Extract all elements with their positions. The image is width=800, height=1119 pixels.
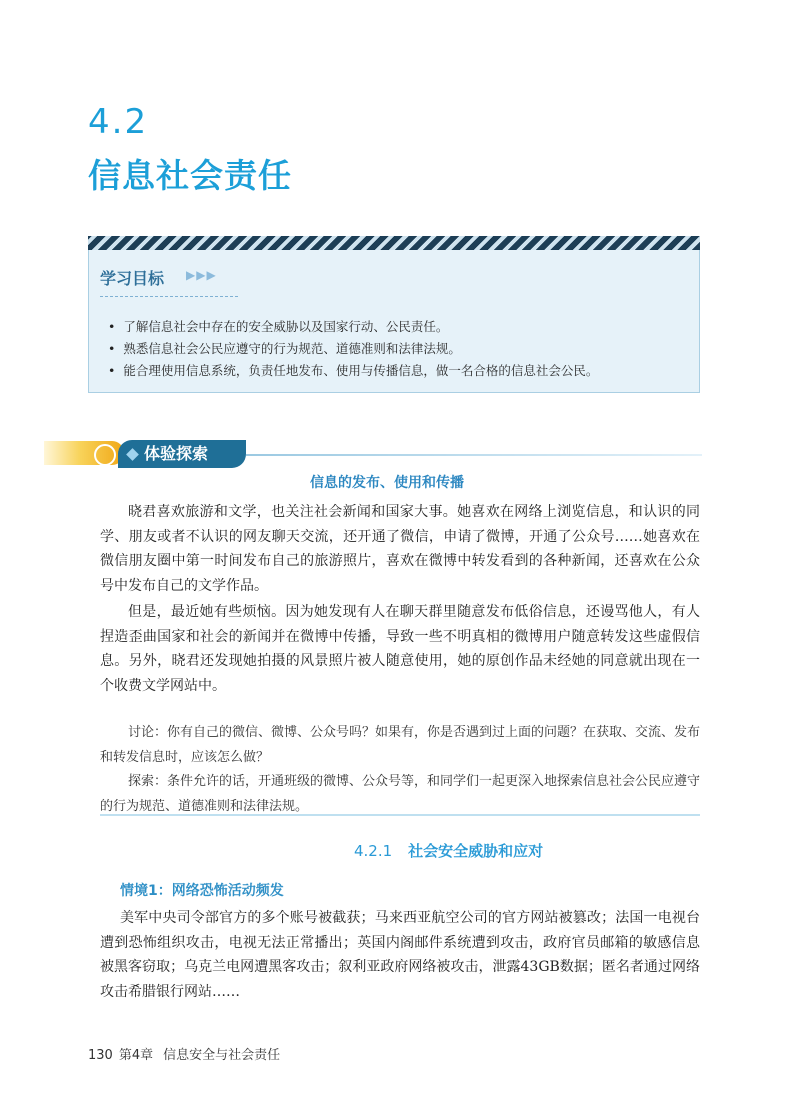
objectives-heading: 学习目标 [100,269,165,288]
objectives-divider [100,296,238,297]
objectives-list [108,316,598,382]
scene-title: 情境1：网络恐怖活动频发 [120,883,284,899]
explore-label: 体验探索 [118,440,246,468]
bulb-icon [44,441,124,465]
objective-item: • 熟悉信息社会公民应遵守的行为规范、道德准则和法律法规。 [108,338,598,360]
objective-item: • 能合理使用信息系统，负责任地发布、使用与传播信息，做一名合格的信息社会公民。 [108,360,598,382]
section-title: 信息社会责任 [88,156,292,195]
objective-item: • 了解信息社会中存在的安全威胁以及国家行动、公民责任。 [108,316,598,338]
page-number: 130 [88,1048,113,1063]
scene-paragraph: 美军中央司令部官方的多个账号被截获；马来西亚航空公司的官方网站被篡改；法国一电视台遭到恐怖组织攻击，电视无法正常播出；英国内阁邮件系统遭到攻击，政府官员邮箱的敏感信息被黑客窃取；乌克兰电网遭黑客攻击；叙利亚政府网络被攻击，泄露43GB数据；匿名者通过网络攻击希腊银行网站…… [100,910,700,1000]
subsection-number: 4.2.1 [354,842,393,860]
exploration-paragraph: 探索：条件允许的话，开通班级的微博、公众号等，和同学们一起更深入地探索信息社会公民应遵守的行为规范、道德准则和法律法规。 [100,774,701,814]
explore-rule [246,454,702,456]
subsection-heading [354,840,543,861]
section-divider [100,814,700,816]
explore-paragraph: 晓君喜欢旅游和文学，也关注社会新闻和国家大事。她喜欢在网络上浏览信息，和认识的同学、朋友或者不认识的网友聊天交流，还开通了微信，申请了微博，开通了公众号……她喜欢在微信朋友圈中第一时间发布自己的旅游照片，喜欢在微博中转发看到的各种新闻，还喜欢在公众号中发布自己的文学作品。 [100,504,700,594]
explore-subtitle: 信息的发布、使用和传播 [310,475,464,491]
footer-chapter-title: 信息安全与社会责任 [163,1048,281,1063]
subsection-title: 社会安全威胁和应对 [408,842,544,860]
explore-paragraph: 但是，最近她有些烦恼。因为她发现有人在聊天群里随意发布低俗信息，还谩骂他人，有人捏造歪曲国家和社会的新闻并在微博中传播，导致一些不明真相的微博用户随意转发这些虚假信息。另外，晓君还发现她拍摄的风景照片被人随意使用，她的原创作品未经她的同意就出现在一个收费文学网站中。 [100,604,700,694]
arrow-icons: ▶▶▶ [186,268,217,282]
discussion-paragraph: 讨论：你有自己的微信、微博、公众号吗？如果有，你是否遇到过上面的问题？在获取、交流、发布和转发信息时，应该怎么做？ [100,725,701,765]
page-footer [88,1044,280,1063]
section-number: 4.2 [88,102,149,142]
objectives-header-strip [88,236,700,250]
footer-chapter: 第4章 [118,1048,154,1063]
